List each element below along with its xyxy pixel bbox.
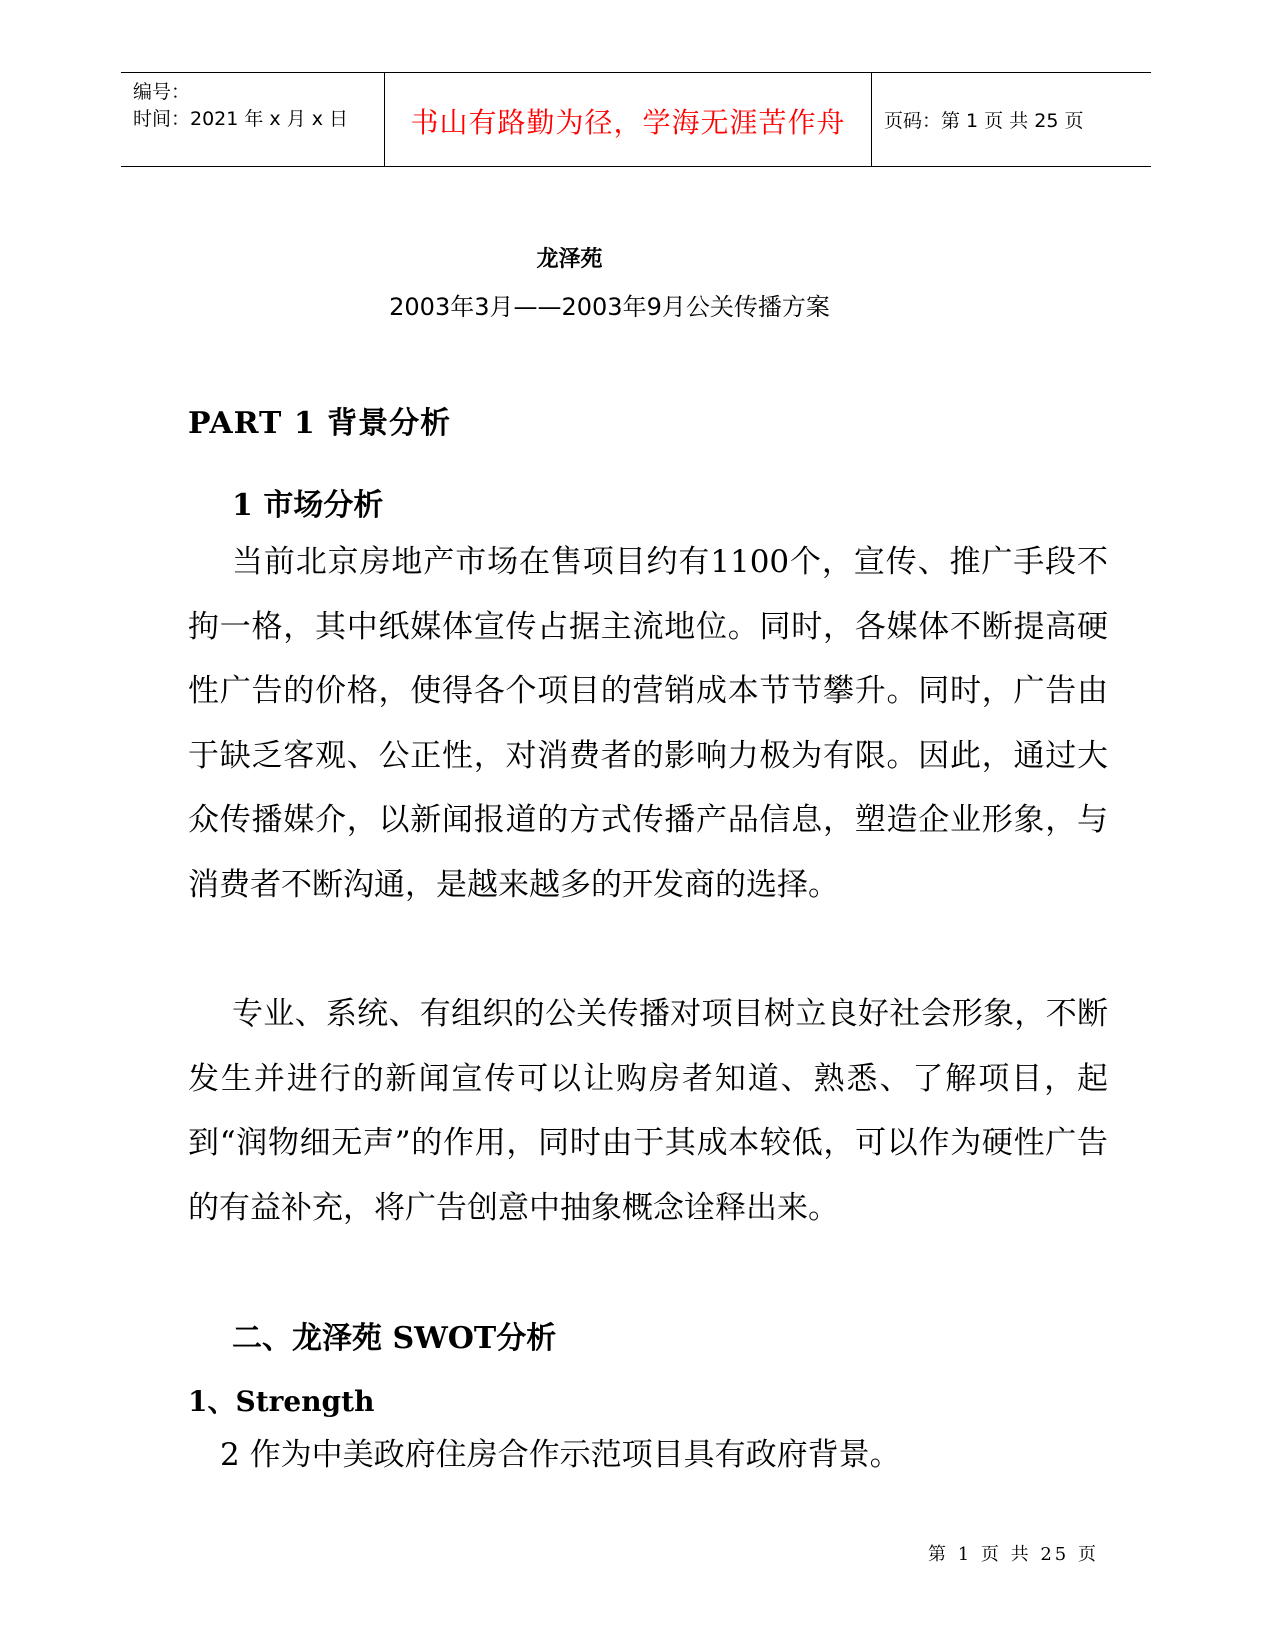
document-title: 龙泽苑 — [536, 247, 603, 272]
header-page-cell — [872, 73, 1151, 166]
paragraph-pr-communication: 专业、系统、有组织的公关传播对项目树立良好社会形象，不断发生并进行的新闻宣传可以让购房者知道、熟悉、了解项目，起到“润物细无声”的作用，同时由于其成本较低，可以作为硬性广告的有益补充，将广告创意中抽象概念诠释出来。 — [188, 996, 1108, 1226]
section-heading-market: 1 市场分析 — [232, 488, 384, 523]
part-heading: PART 1 背景分析 — [188, 406, 452, 441]
document-subtitle: 2003年3月——2003年9月公关传播方案 — [389, 293, 830, 321]
page-footer: 第 1 页 共 25 页 — [928, 1544, 1099, 1565]
header-motto-cell — [384, 73, 872, 166]
time-label: 时间：2021 年 x 月 x 日 — [133, 108, 349, 130]
number-label: 编号： — [133, 81, 191, 103]
section-heading-swot: 二、龙泽苑 SWOT分析 — [232, 1321, 557, 1356]
list-item: 2 作为中美政府住房合作示范项目具有政府背景。 — [220, 1437, 901, 1473]
header-left-cell — [121, 73, 384, 166]
page-label: 页码：第 1 页 共 25 页 — [884, 110, 1084, 132]
subheading-strength: 1、Strength — [188, 1385, 375, 1418]
paragraph-market-analysis: 当前北京房地产市场在售项目约有1100个，宣传、推广手段不拘一格，其中纸媒体宣传占据主流地位。同时，各媒体不断提高硬性广告的价格，使得各个项目的营销成本节节攀升。同时，广告由于缺乏客观、公正性，对消费者的影响力极为有限。因此，通过大众传播媒介，以新闻报道的方式传播产品信息，塑造企业形象，与消费者不断沟通，是越来越多的开发商的选择。 — [188, 544, 1108, 903]
motto-text: 书山有路勤为径，学海无涯苦作舟 — [410, 105, 846, 139]
header-table — [121, 72, 1151, 167]
